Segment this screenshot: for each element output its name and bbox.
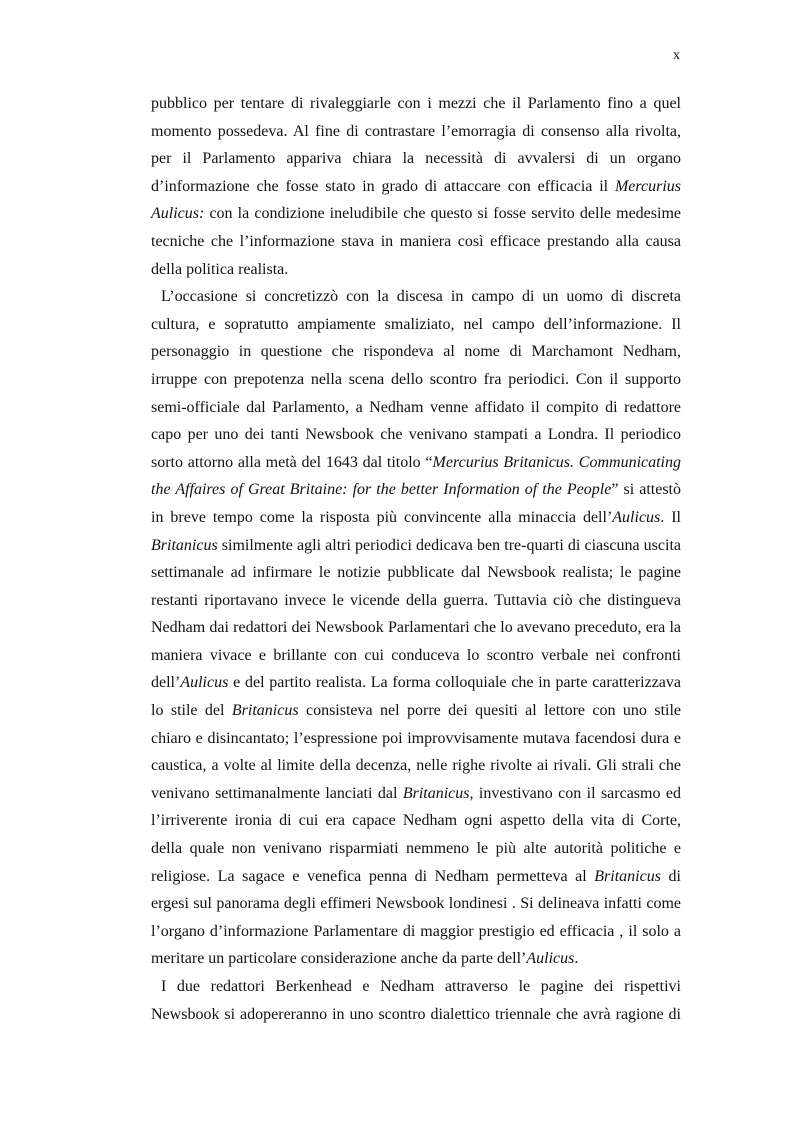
italic-text: Britanicus, — [402, 784, 474, 802]
text-segment: dell’ — [151, 674, 181, 692]
text-segment: religiose. La sagace e venefica penna di Nedham permetteva al — [151, 867, 595, 885]
text-line — [151, 145, 681, 173]
text-line — [151, 807, 681, 835]
text-line — [151, 504, 681, 532]
text-segment: L’occasione si concretizzò con la discesa in campo di un uomo di discreta — [161, 288, 681, 306]
text-line — [151, 173, 681, 201]
text-line — [151, 973, 681, 1001]
text-segment: irruppe con prepotenza nella scena dello scontro fra periodici. Con il supporto — [151, 370, 681, 388]
italic-text: Britanicus — [231, 702, 299, 720]
text-line — [151, 394, 681, 422]
text-line — [151, 752, 681, 780]
italic-text: Aulicus — [180, 674, 229, 692]
text-segment: con la condizione ineludibile che questo si fosse servito delle medesime — [204, 205, 681, 223]
text-line — [151, 311, 681, 339]
text-segment: l’organo d’informazione Parlamentare di maggior prestigio ed efficacia , il solo a — [151, 922, 681, 940]
text-line — [151, 1001, 681, 1029]
text-segment: meritare un particolare considerazione anche da parte dell’ — [151, 950, 527, 968]
text-segment: chiaro e disincantato; l’espressione poi improvvisamente mutava facendosi dura e — [151, 729, 681, 747]
text-segment: cultura, e sopratutto ampiamente smaliziato, nel campo dell’informazione. Il — [151, 315, 681, 333]
paragraph — [151, 973, 681, 1028]
text-segment: della quale non venivano risparmiati nemmeno le più alte autorità politiche e — [151, 840, 681, 858]
page-number: x — [673, 48, 680, 63]
text-segment: investivano con il sarcasmo ed — [473, 784, 681, 802]
text-segment: venivano settimanalmente lanciati dal — [151, 784, 403, 802]
text-line — [151, 669, 681, 697]
text-segment: sorto attorno alla metà del 1643 dal titolo “ — [151, 453, 433, 471]
text-line — [151, 890, 681, 918]
text-segment: settimanale ad infirmare le notizie pubblicate dal Newsbook realista; le pagine — [151, 564, 681, 582]
italic-text: Aulicus: — [151, 205, 205, 223]
text-segment: per il Parlamento appariva chiara la necessità di avvalersi di un organo — [151, 150, 681, 168]
text-segment: similmente agli altri periodici dedicava ben tre-quarti di ciascuna uscita — [217, 536, 681, 554]
text-line — [151, 697, 681, 725]
text-line — [151, 780, 681, 808]
text-line — [151, 118, 681, 146]
text-line — [151, 614, 681, 642]
italic-text: Britanicus — [594, 867, 661, 885]
italic-text: Aulicus — [526, 950, 575, 968]
text-line — [151, 725, 681, 753]
text-line — [151, 200, 681, 228]
text-line — [151, 228, 681, 256]
text-segment: della politica realista. — [151, 260, 289, 278]
text-line — [151, 449, 681, 477]
text-line — [151, 642, 681, 670]
text-segment: ” si attestò — [611, 481, 682, 499]
text-line — [151, 532, 681, 560]
text-line — [151, 945, 681, 973]
text-segment: consisteva nel porre dei quesiti al lettore con uno stile — [298, 702, 682, 720]
text-segment: di — [660, 867, 681, 885]
text-line — [151, 283, 681, 311]
text-segment: tecniche che l’informazione stava in maniera così efficace prestando alla causa — [151, 232, 681, 250]
text-segment: . — [574, 950, 579, 968]
text-segment: in breve tempo come la risposta più convincente alla minaccia dell’ — [151, 508, 613, 526]
text-line — [151, 587, 681, 615]
text-line — [151, 835, 681, 863]
text-segment: momento possedeva. Al fine di contrastare l’emorragia di consenso alla rivolta, — [151, 122, 681, 140]
text-segment: Newsbook si adopereranno in uno scontro dialettico triennale che avrà ragione di — [151, 1005, 681, 1023]
text-line — [151, 863, 681, 891]
text-line — [151, 338, 681, 366]
text-line — [151, 366, 681, 394]
text-segment: d’informazione che fosse stato in grado di attaccare con efficacia il — [151, 177, 615, 195]
text-segment: caustica, a volte al limite della decenza, nelle righe rivolte ai rivali. Gli strali che — [151, 757, 681, 775]
text-line — [151, 256, 681, 284]
italic-text: Mercurius Britanicus. Communicating — [432, 453, 682, 471]
text-segment: pubblico per tentare di rivaleggiarle con i mezzi che il Parlamento fino a quel — [151, 95, 681, 112]
text-line — [151, 421, 681, 449]
italic-text: Aulicus — [612, 508, 661, 526]
text-segment: . Il — [660, 508, 681, 526]
text-segment: Nedham dai redattori dei Newsbook Parlamentari che lo avevano preceduto, era la — [151, 619, 681, 637]
text-segment: restanti riportavano invece le vicende della guerra. Tuttavia ciò che distingueva — [151, 591, 681, 609]
italic-text: Britanicus — [151, 536, 218, 554]
text-segment: personaggio in questione che rispondeva al nome di Marchamont Nedham, — [151, 343, 681, 361]
text-segment: lo stile del — [151, 702, 232, 720]
page-body — [151, 90, 681, 1028]
text-line — [151, 918, 681, 946]
text-segment: semi-officiale dal Parlamento, a Nedham venne affidato il compito di redattore — [151, 398, 681, 416]
text-segment: I due redattori Berkenhead e Nedham attraverso le pagine dei rispettivi — [161, 978, 681, 995]
text-line — [151, 90, 681, 118]
paragraph — [151, 90, 681, 283]
text-line — [151, 559, 681, 587]
text-line — [151, 476, 681, 504]
text-segment: capo per uno dei tanti Newsbook che venivano stampati a Londra. Il periodico — [151, 426, 681, 444]
text-segment: e del partito realista. La forma colloquiale che in parte caratterizzava — [228, 674, 681, 692]
text-segment: maniera vivace e brillante con cui conduceva lo scontro verbale nei confronti — [151, 646, 681, 664]
text-segment: l’irriverente ironia di cui era capace Nedham ogni aspetto della vita di Corte, — [151, 812, 681, 830]
paragraph — [151, 283, 681, 973]
italic-text: Mercurius — [614, 177, 681, 195]
italic-text: the Affaires of Great Britaine: for the better Information of the People — [151, 481, 612, 499]
text-segment: ergesi sul panorama degli effimeri Newsbook londinesi . Si delineava infatti come — [151, 895, 681, 913]
